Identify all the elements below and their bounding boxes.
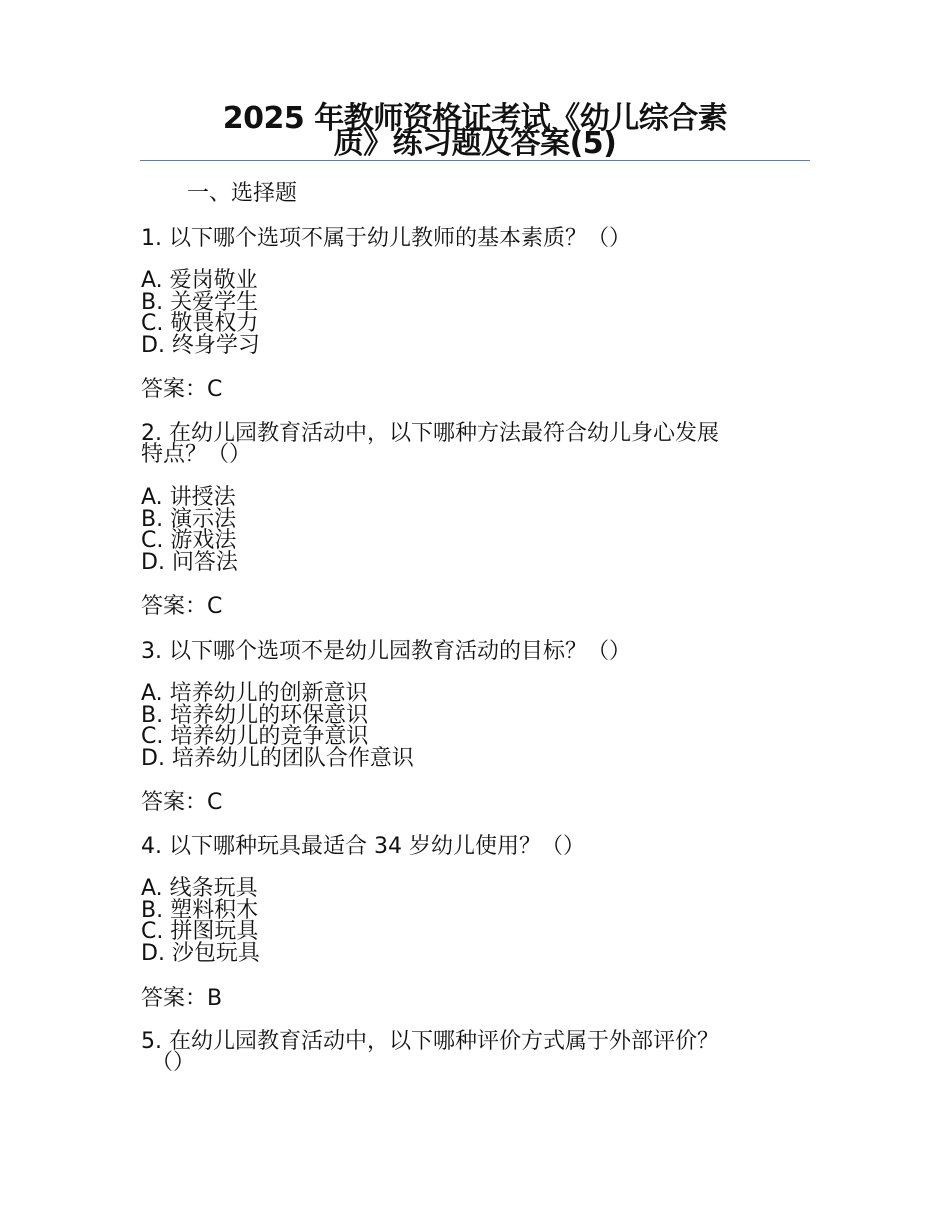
question-3-options	[141, 683, 414, 769]
option: D. 终身学习	[141, 332, 260, 358]
option: A. 培养幼儿的创新意识	[141, 681, 368, 706]
question-1-answer: 答案：C	[141, 377, 223, 402]
stem-line: 2. 在幼儿园教育活动中，以下哪种方法最符合幼儿身心发展	[141, 421, 719, 446]
stem-line: 5. 在幼儿园教育活动中，以下哪种评价方式属于外部评价？	[141, 1029, 719, 1054]
option: B. 演示法	[141, 506, 237, 532]
option: C. 拼图玩具	[141, 919, 259, 944]
stem-line: 特点？（）	[141, 442, 252, 467]
option: A. 爱岗敬业	[141, 268, 258, 293]
question-2-answer: 答案：C	[141, 594, 223, 619]
option: B. 塑料积木	[141, 897, 259, 923]
question-4-answer: 答案：B	[141, 986, 223, 1011]
question-2-options	[141, 487, 238, 573]
section-heading: 一、选择题	[187, 181, 298, 206]
option: B. 培养幼儿的环保意识	[141, 702, 369, 728]
option: B. 关爱学生	[141, 289, 259, 315]
option: D. 沙包玩具	[141, 940, 260, 966]
question-3-answer: 答案：C	[141, 790, 223, 815]
question-4-stem: 4. 以下哪种玩具最适合 34 岁幼儿使用？（）	[141, 834, 585, 859]
option: D. 问答法	[141, 549, 238, 575]
question-5-stem	[141, 1031, 719, 1073]
option: C. 培养幼儿的竞争意识	[141, 724, 369, 749]
option: C. 敬畏权力	[141, 311, 259, 336]
title-line-1: 2025 年教师资格证考试《幼儿综合素	[222, 101, 728, 136]
option: A. 讲授法	[141, 485, 236, 510]
option: D. 培养幼儿的团队合作意识	[141, 745, 414, 771]
option: C. 游戏法	[141, 528, 237, 553]
question-1-stem: 1. 以下哪个选项不属于幼儿教师的基本素质？（）	[141, 226, 631, 251]
question-3-stem: 3. 以下哪个选项不是幼儿园教育活动的目标？（）	[141, 639, 631, 664]
stem-line: （）	[151, 1050, 196, 1075]
title-line-2: 质》练习题及答案(5)	[333, 126, 617, 161]
option: A. 线条玩具	[141, 876, 258, 901]
title-underline	[140, 160, 810, 161]
question-1-options	[141, 270, 260, 356]
document-title	[140, 101, 810, 161]
question-2-stem	[141, 423, 719, 465]
question-4-options	[141, 878, 260, 964]
